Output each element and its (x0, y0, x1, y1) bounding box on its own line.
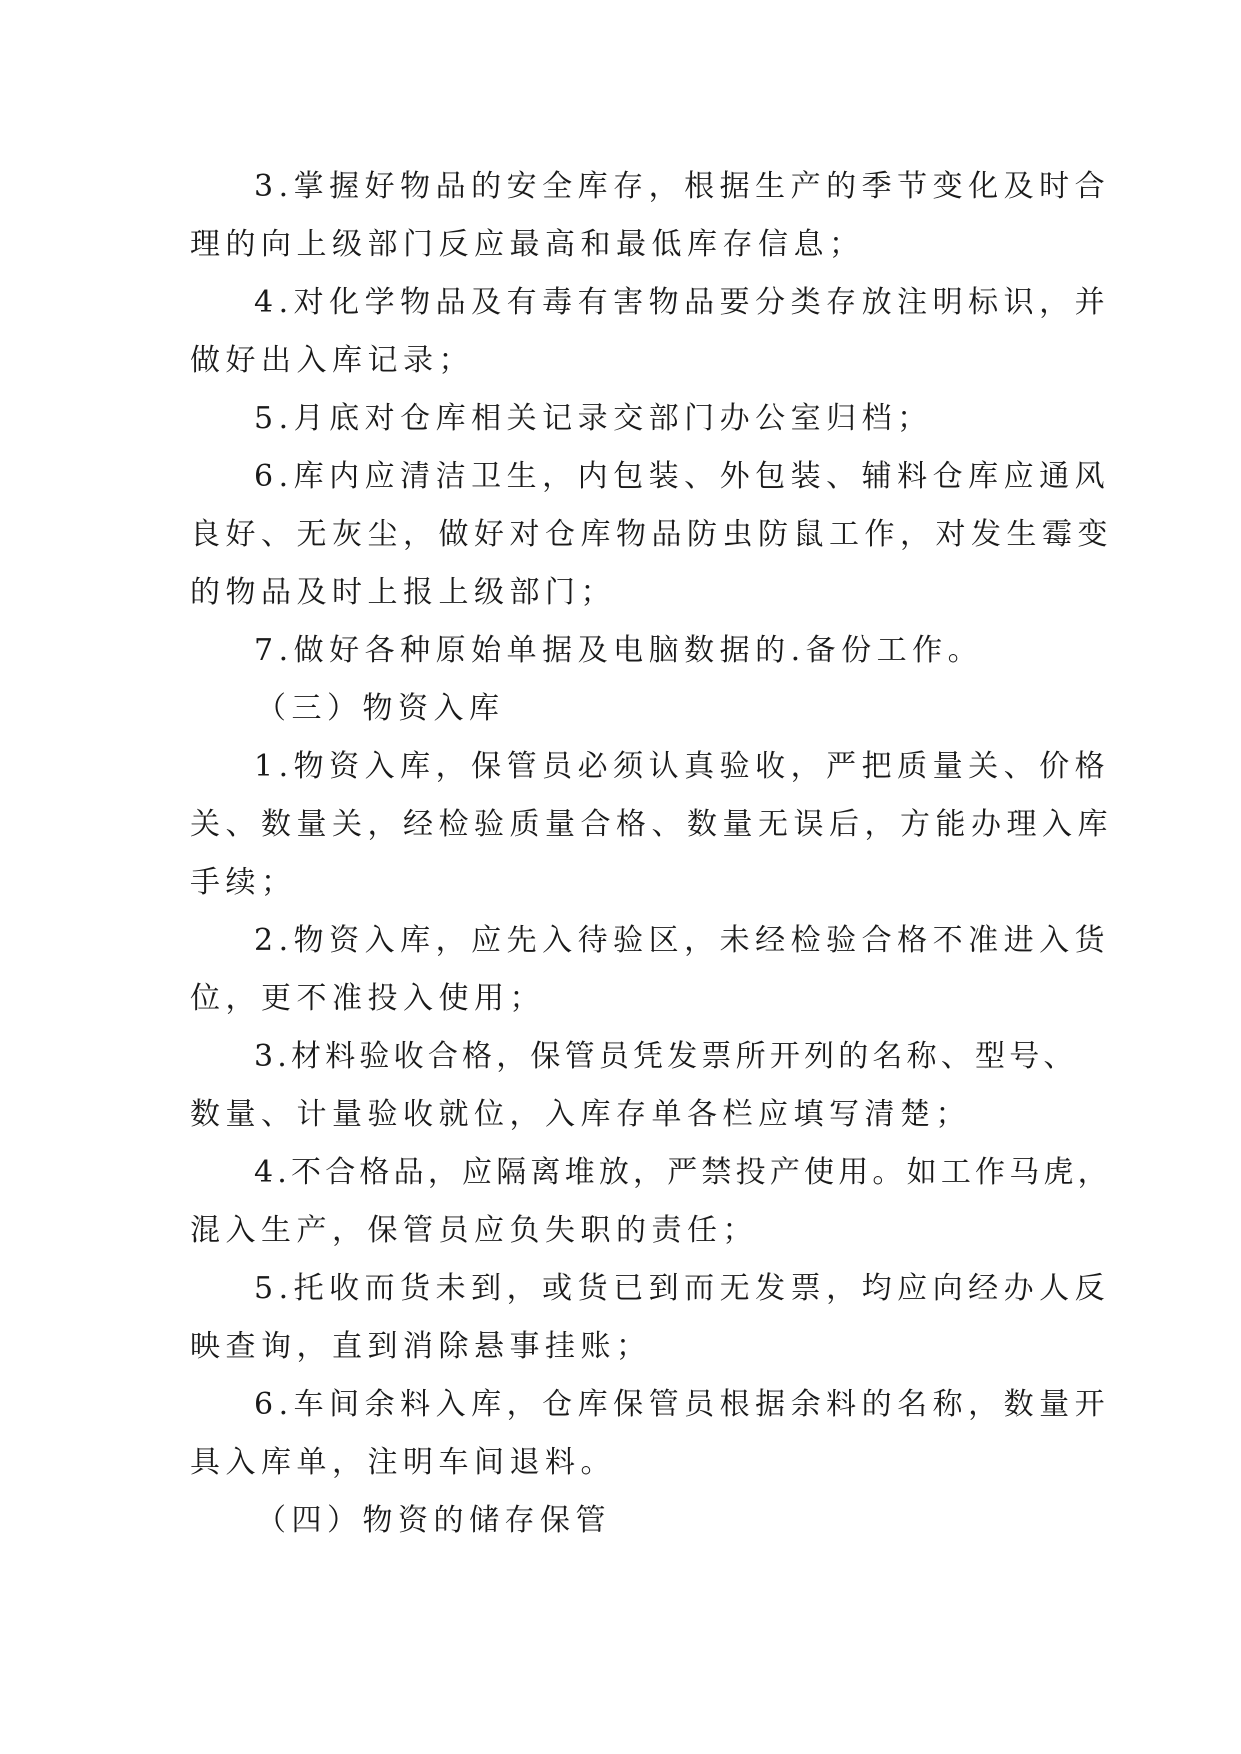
paragraph-line: 5.月底对仓库相关记录交部门办公室归档； (254, 401, 933, 436)
paragraph-line: 混入生产，保管员应负失职的责任； (190, 1213, 758, 1248)
paragraph-line: 良好、无灰尘，做好对仓库物品防虫防鼠工作，对发生霉变 (190, 517, 1113, 552)
paragraph-line: 3.材料验收合格，保管员凭发票所开列的名称、型号、 (254, 1039, 1078, 1074)
document-body (190, 158, 1113, 1550)
paragraph-line: 映查询，直到消除悬事挂账； (190, 1329, 652, 1364)
paragraph-line: 7.做好各种原始单据及电脑数据的.备份工作。 (254, 633, 984, 668)
section-heading: （三）物资入库 (256, 691, 505, 726)
paragraph-line: 3.掌握好物品的安全库存，根据生产的季节变化及时合 (254, 169, 1111, 204)
paragraph-line: 6.库内应清洁卫生，内包装、外包装、辅料仓库应通风 (254, 459, 1111, 494)
paragraph-line: 理的向上级部门反应最高和最低库存信息； (190, 227, 865, 262)
paragraph-line: 5.托收而货未到，或货已到而无发票，均应向经办人反 (254, 1271, 1111, 1306)
paragraph-line: 手续； (190, 865, 297, 900)
paragraph-line: 1.物资入库，保管员必须认真验收，严把质量关、价格 (254, 749, 1111, 784)
section-heading: （四）物资的储存保管 (256, 1503, 611, 1538)
paragraph-line: 2.物资入库，应先入待验区，未经检验合格不准进入货 (254, 923, 1111, 958)
paragraph-line: 关、数量关，经检验质量合格、数量无误后，方能办理入库 (190, 807, 1113, 842)
paragraph-line: 做好出入库记录； (190, 343, 474, 378)
paragraph-line: 6.车间余料入库，仓库保管员根据余料的名称，数量开 (254, 1387, 1111, 1422)
paragraph-line: 位，更不准投入使用； (190, 981, 545, 1016)
paragraph-line: 数量、计量验收就位，入库存单各栏应填写清楚； (190, 1097, 971, 1132)
paragraph-line: 具入库单，注明车间退料。 (190, 1445, 616, 1480)
paragraph-line: 4.对化学物品及有毒有害物品要分类存放注明标识，并 (254, 285, 1111, 320)
paragraph-line: 4.不合格品，应隔离堆放，严禁投产使用。如工作马虎， (254, 1155, 1112, 1190)
paragraph-line: 的物品及时上报上级部门； (190, 575, 616, 610)
